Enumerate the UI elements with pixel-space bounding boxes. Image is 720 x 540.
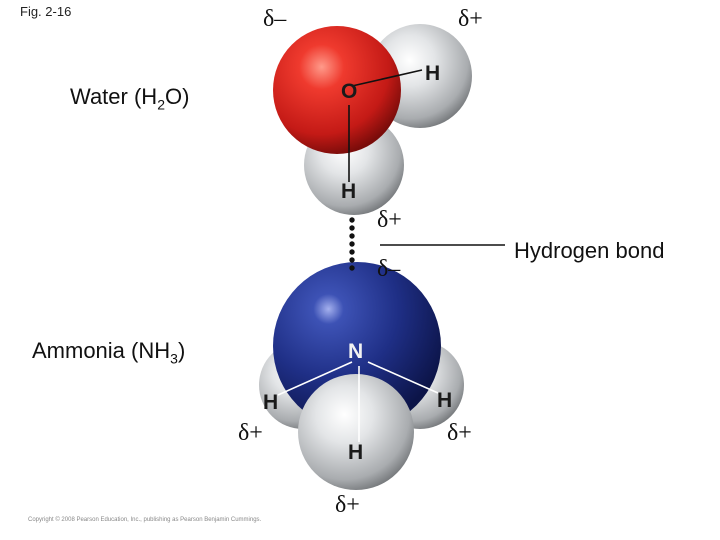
- copyright-notice: Copyright © 2008 Pearson Education, Inc., publishing as Pearson Benjamin Cummings.: [28, 517, 262, 523]
- hydrogen-bond-label: Hydrogen bond: [514, 238, 665, 263]
- ammonia-h-left-label: H: [263, 391, 279, 414]
- water-oxygen-atom: [273, 26, 401, 154]
- ammonia-h-right-partial-charge: δ+: [447, 420, 472, 446]
- nitrogen-label: N: [348, 340, 364, 363]
- ammonia-hydrogen-front-atom: [298, 374, 414, 490]
- ammonia-h-left-partial-charge: δ+: [238, 420, 263, 446]
- water-h-bottom-partial-charge: δ+: [377, 207, 402, 233]
- figure-label: Fig. 2-16: [20, 4, 72, 19]
- ammonia-h-front-partial-charge: δ+: [335, 492, 360, 518]
- ammonia-h-front-label: H: [348, 441, 364, 464]
- water-h-top-label: H: [425, 62, 441, 85]
- ammonia-label: Ammonia $(NH_3)$: [32, 338, 186, 367]
- water-h-top-partial-charge: δ+: [458, 6, 483, 32]
- oxygen-label: O: [341, 80, 358, 103]
- water-h-bottom-label: H: [341, 180, 357, 203]
- ammonia-h-right-label: H: [437, 389, 453, 412]
- nitrogen-partial-charge: δ–: [377, 256, 401, 282]
- water-label: Water $(H_2O)$: [70, 84, 190, 113]
- oxygen-partial-charge: δ–: [263, 6, 287, 32]
